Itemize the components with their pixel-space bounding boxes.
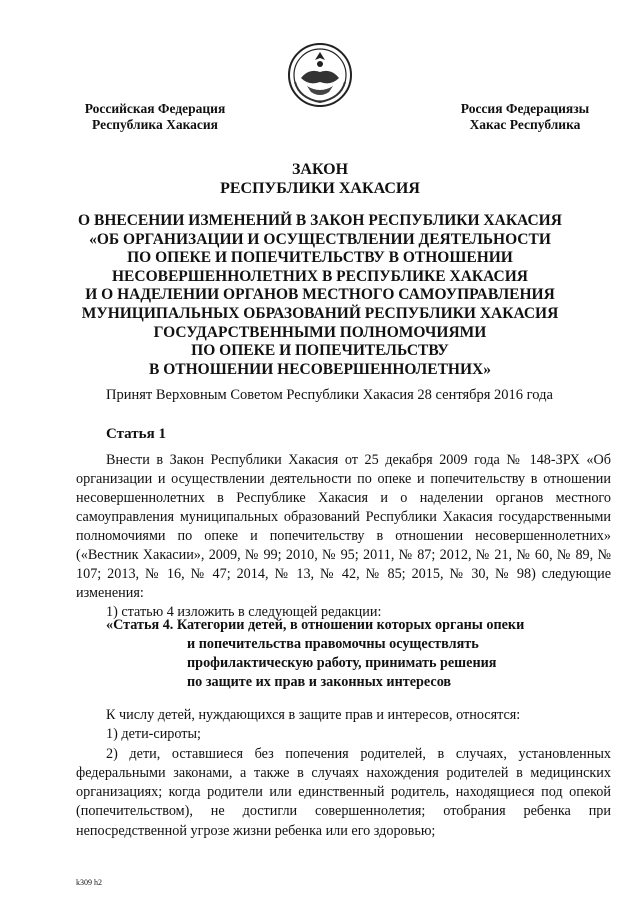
subject-line: В ОТНОШЕНИИ НЕСОВЕРШЕННОЛЕТНИХ» [149, 360, 491, 378]
subject-line: И О НАДЕЛЕНИИ ОРГАНОВ МЕСТНОГО САМОУПРАВЛЕНИЯ [85, 286, 555, 304]
subject-line: НЕСОВЕРШЕННОЛЕТНИХ В РЕСПУБЛИКЕ ХАКАСИЯ [111, 267, 528, 285]
subject-line: ПО ОПЕКЕ И ПОПЕЧИТЕЛЬСТВУ В ОТНОШЕНИИ [127, 249, 513, 267]
subject-line: ПО ОПЕКЕ И ПОПЕЧИТЕЛЬСТВУ [191, 342, 449, 360]
document-title [60, 160, 580, 198]
subject-line: ГОСУДАРСТВЕННЫМИ ПОЛНОМОЧИЯМИ [153, 323, 487, 341]
title-line2: РЕСПУБЛИКИ ХАКАСИЯ [220, 180, 420, 197]
article1-body [76, 451, 611, 622]
children-intro-paragraph: К числу детей, нуждающихся в защите прав и интересов, относятся: [106, 707, 521, 723]
header-right-line1: Россия Федерациязы [460, 101, 590, 116]
subitem2-paragraph: 2) дети, оставшиеся без попечения родителей, в случаях, установленных федеральными законами, а также в случаях нахождения родителей в медицинских организациях; когда родители или единственный родитель, находящиеся под опекой (попечительством), не достигли совершеннолетия; отобрания ребенка при непосредственной угрозе жизни ребенка или его здоровью; [76, 745, 611, 839]
header-right-khakas [445, 101, 605, 133]
coat-of-arms-emblem [287, 42, 353, 108]
article4-heading-line: «Статья 4. Категории детей, в отношении которых органы опеки [106, 617, 525, 633]
article4-heading-line: и попечительства правомочны осуществлять [187, 636, 479, 652]
article1-heading: Статья 1 [106, 426, 166, 442]
adoption-statement: Принят Верховным Советом Республики Хакасия 28 сентября 2016 года [106, 387, 553, 403]
subject-line: МУНИЦИПАЛЬНЫХ ОБРАЗОВАНИЙ РЕСПУБЛИКИ ХАКАСИЯ [81, 304, 559, 322]
header-left-line2: Республика Хакасия [92, 117, 218, 132]
title-line1: ЗАКОН [291, 161, 349, 178]
article4-heading-line: профилактическую работу, принимать решения [187, 655, 497, 671]
article4-heading [106, 616, 606, 692]
header-right-line2: Хакас Республика [469, 117, 581, 132]
header-left-line1: Российская Федерация [84, 101, 226, 116]
coat-of-arms-icon [287, 42, 353, 108]
article1-paragraph: Внести в Закон Республики Хакасия от 25 декабря 2009 года № 148-ЗРХ «Об организации и осуществлении деятельности по опеке и попечительству в отношении несовершеннолетних в Республике Хакасия и о наделении органов местного самоуправления муниципальных образований Республики Хакасия государственными полномочиями по опеке и попечительству в отношении несовершеннолетних» («Вестник Хакасии», 2009, № 99; 2010, № 95; 2011, № 87; 2012, № 21, № 60, № 89, № 107; 2013, № 16, № 47; 2014, № 13, № 42, № 85; 2015, № 30, № 98) следующие изменения: [76, 452, 611, 601]
law-subject [70, 212, 570, 379]
subject-line: «ОБ ОРГАНИЗАЦИИ И ОСУЩЕСТВЛЕНИИ ДЕЯТЕЛЬНОСТИ [89, 230, 551, 248]
subitem1-paragraph: 1) дети-сироты; [106, 726, 201, 743]
item1-paragraph: 1) статью 4 изложить в следующей редакции: [106, 604, 382, 620]
footer-code: k309 h2 [76, 878, 102, 887]
header-left-russian [80, 101, 230, 133]
subject-line: О ВНЕСЕНИИ ИЗМЕНЕНИЙ В ЗАКОН РЕСПУБЛИКИ ХАКАСИЯ [78, 212, 562, 229]
article4-body [76, 706, 611, 841]
article4-heading-line: по защите их прав и законных интересов [187, 674, 452, 690]
